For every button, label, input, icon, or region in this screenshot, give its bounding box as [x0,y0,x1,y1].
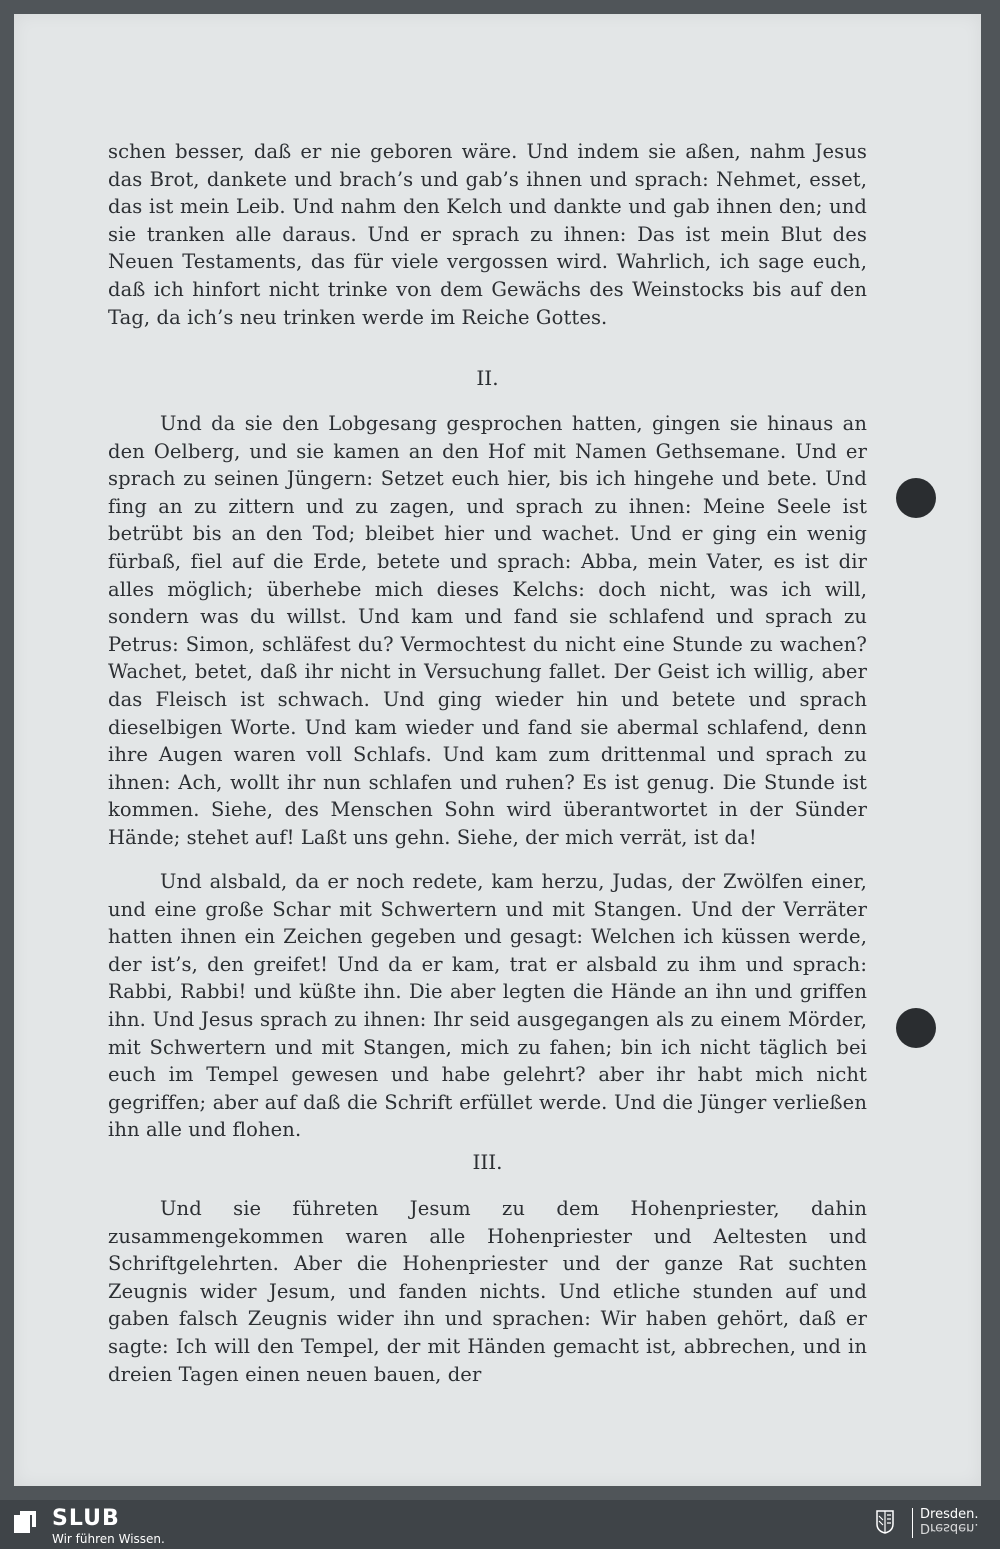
slub-logo-icon [14,1511,36,1533]
paragraph-1 [108,138,867,331]
punch-hole [896,1008,936,1048]
paragraph-4 [108,1195,867,1388]
footer-divider [912,1508,913,1538]
footer-bar [0,1500,1000,1549]
punch-hole [896,478,936,518]
brand-name[interactable]: SLUB [52,1506,120,1531]
section-heading-3: III. [472,1150,503,1174]
paragraph-3-text: Und alsbald, da er noch redete, kam herzu, Judas, der Zwölfen einer, und eine große Schar mit Schwertern und mit Stangen. Und der Verräter hatten ihnen ein Zeichen gegeben und gesagt: Welchen ich küssen werde, der ist’s, den greifet! Und da er kam, trat er alsbald zu ihm und sprach: Rabbi, Rabbi! und küßte ihn. Die aber legten die Hände an ihn und griffen ihn. Und Jesus sprach zu ihnen: Ihr seid ausgegangen als zu einem Mörder, mit Schwertern und mit Stangen, mich zu fahen; bin ich nicht täglich bei euch im Tempel gewesen und habe gelehrt? aber ihr habt mich nicht gegriffen; aber auf daß die Schrift erfüllet werde. Und die Jünger verließen ihn alle und flohen. [108,870,867,1142]
paragraph-2-text: Und da sie den Lobgesang gesprochen hatten, gingen sie hinaus an den Oelberg, und sie kamen an den Hof mit Namen Gethsemane. Und er sprach zu seinen Jüngern: Setzet euch hier, bis ich hingehe und bete. Und fing an zu zittern und zu zagen, und sprach zu ihnen: Meine Seele ist betrübt bis an den Tod; bleibet hier und wachet. Und er ging ein wenig fürbaß, fiel auf die Erde, betete und sprach: Abba, mein Vater, es ist dir alles möglich; überhebe mich dieses Kelchs: doch nicht, was ich will, sondern was du willst. Und kam und fand sie schlafend und sprach zu Petrus: Simon, schläfest du? Vermochtest du nicht eine Stunde zu wachen? Wachet, betet, daß ihr nicht in Versuchung fallet. Der Geist ich willig, aber das Fleisch ist schwach. Und ging wieder hin und betete und sprach dieselbigen Worte. Und kam wieder und fand sie abermal schlafend, denn ihre Augen waren voll Schlafs. Und kam zum drittenmal und sprach zu ihnen: Ach, wollt ihr nun schlafen und ruhen? Es ist genug. Die Stunde ist kommen. Siehe, des Menschen Sohn wird überantwortet in der Sünder Hände; stehet auf! Laßt uns gehn. Siehe, der mich verrät, ist da! [108,412,867,849]
city-crest-icon [876,1510,894,1534]
paragraph-4-text: Und sie führeten Jesum zu dem Hohenpriester, dahin zusammengekommen waren alle Hohenpriester und Aeltesten und Schriftgelehrten. Aber die Hohenpriester und der ganze Rat suchten Zeugnis wider Jesum, und fanden nichts. Und etliche stunden auf und gaben falsch Zeugnis wider ihn und sprachen: Wir haben gehört, daß er sagte: Ich will den Tempel, der mit Händen gemacht ist, abbrechen, und in dreien Tagen einen neuen bauen, der [108,1197,867,1386]
city-name-reflection: Dresden. [920,1520,979,1535]
paragraph-1-text: schen besser, daß er nie geboren wäre. Und indem sie aßen, nahm Jesus das Brot, dankete und brach’s und gab’s ihnen und sprach: Nehmet, esset, das ist mein Leib. Und nahm den Kelch und dankte und gab ihnen den; und sie tranken alle daraus. Und er sprach zu ihnen: Das ist mein Blut des Neuen Testaments, das für viele vergossen wird. Wahrlich, ich sage euch, daß ich hinfort nicht trinke von dem Gewächs des Weinstocks bis auf den Tag, da ich’s neu trinken werde im Reiche Gottes. [108,140,867,329]
brand-tagline: Wir führen Wissen. [52,1532,165,1546]
city-label [920,1508,978,1534]
section-heading-2: II. [476,366,499,390]
paragraph-2 [108,410,867,852]
paragraph-3 [108,868,867,1144]
city-name: Dresden. [920,1507,979,1522]
